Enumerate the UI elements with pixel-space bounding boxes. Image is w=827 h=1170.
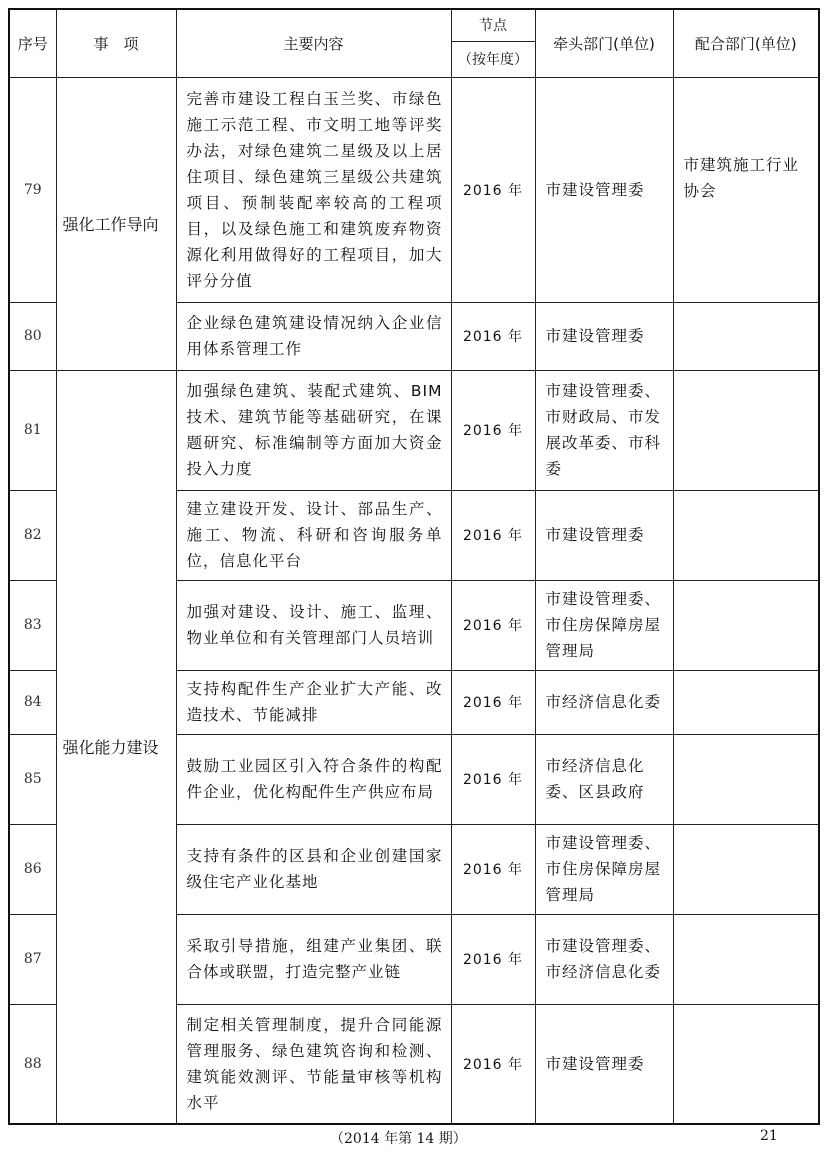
row-lead: 市经济信息化委、区县政府 <box>535 734 673 824</box>
row-coop <box>673 370 819 490</box>
row-node: 2016 年 <box>451 824 535 914</box>
table-row <box>9 370 819 490</box>
group-label: 强化工作导向 <box>56 77 176 370</box>
row-content: 加强对建设、设计、施工、监理、物业单位和有关管理部门人员培训 <box>176 580 451 670</box>
row-coop <box>673 914 819 1004</box>
header-no: 序号 <box>9 9 56 77</box>
row-coop <box>673 670 819 734</box>
row-content: 完善市建设工程白玉兰奖、市绿色施工示范工程、市文明工地等评奖办法，对绿色建筑二星级及以上居住项目、绿色建筑三星级公共建筑项目、预制装配率较高的工程项目，以及绿色施工和建筑废弃物资源化利用做得好的工程项目，加大评分分值 <box>176 77 451 302</box>
row-content: 企业绿色建筑建设情况纳入企业信用体系管理工作 <box>176 302 451 370</box>
row-number: 80 <box>9 302 56 370</box>
row-content: 支持有条件的区县和企业创建国家级住宅产业化基地 <box>176 824 451 914</box>
row-number: 82 <box>9 490 56 580</box>
row-lead: 市建设管理委、市住房保障房屋管理局 <box>535 824 673 914</box>
row-node: 2016 年 <box>451 580 535 670</box>
table-row <box>9 77 819 302</box>
row-node: 2016 年 <box>451 490 535 580</box>
header-lead: 牵头部门(单位) <box>535 9 673 77</box>
row-lead: 市建设管理委、市财政局、市发展改革委、市科委 <box>535 370 673 490</box>
header-coop: 配合部门(单位) <box>673 9 819 77</box>
row-coop <box>673 824 819 914</box>
row-lead: 市建设管理委 <box>535 490 673 580</box>
row-coop <box>673 1004 819 1124</box>
row-number: 83 <box>9 580 56 670</box>
row-content: 加强绿色建筑、装配式建筑、BIM技术、建筑节能等基础研究，在课题研究、标准编制等方面加大资金投入力度 <box>176 370 451 490</box>
row-lead: 市建设管理委 <box>535 77 673 302</box>
row-number: 79 <box>9 77 56 302</box>
header-node: 节点 <box>451 9 535 41</box>
row-number: 81 <box>9 370 56 490</box>
row-node: 2016 年 <box>451 77 535 302</box>
row-number: 88 <box>9 1004 56 1124</box>
row-lead: 市建设管理委 <box>535 1004 673 1124</box>
row-node: 2016 年 <box>451 734 535 824</box>
row-number: 85 <box>9 734 56 824</box>
row-content: 采取引导措施，组建产业集团、联合体或联盟，打造完整产业链 <box>176 914 451 1004</box>
group-label: 强化能力建设 <box>56 370 176 1124</box>
row-lead: 市经济信息化委 <box>535 670 673 734</box>
row-node: 2016 年 <box>451 914 535 1004</box>
header-node-sub: （按年度） <box>451 41 535 77</box>
row-coop <box>673 490 819 580</box>
row-coop <box>673 734 819 824</box>
row-lead: 市建设管理委 <box>535 302 673 370</box>
row-coop <box>673 580 819 670</box>
row-coop: 市建筑施工行业协会 <box>673 77 819 302</box>
issue-label: （2014 年第 14 期） <box>330 1131 467 1147</box>
header-matter: 事 项 <box>56 9 176 77</box>
row-number: 84 <box>9 670 56 734</box>
row-content: 建立建设开发、设计、部品生产、施工、物流、科研和咨询服务单位，信息化平台 <box>176 490 451 580</box>
row-lead: 市建设管理委、市经济信息化委 <box>535 914 673 1004</box>
row-node: 2016 年 <box>451 670 535 734</box>
row-content: 鼓励工业园区引入符合条件的构配件企业，优化构配件生产供应布局 <box>176 734 451 824</box>
row-lead: 市建设管理委、市住房保障房屋管理局 <box>535 580 673 670</box>
row-content: 支持构配件生产企业扩大产能、改造技术、节能减排 <box>176 670 451 734</box>
row-node: 2016 年 <box>451 370 535 490</box>
page-number: 21 <box>760 1128 778 1144</box>
row-number: 87 <box>9 914 56 1004</box>
row-content: 制定相关管理制度，提升合同能源管理服务、绿色建筑咨询和检测、建筑能效测评、节能量审核等机构水平 <box>176 1004 451 1124</box>
row-number: 86 <box>9 824 56 914</box>
row-node: 2016 年 <box>451 302 535 370</box>
row-coop <box>673 302 819 370</box>
header-content: 主要内容 <box>176 9 451 77</box>
task-table <box>8 8 820 1125</box>
row-node: 2016 年 <box>451 1004 535 1124</box>
